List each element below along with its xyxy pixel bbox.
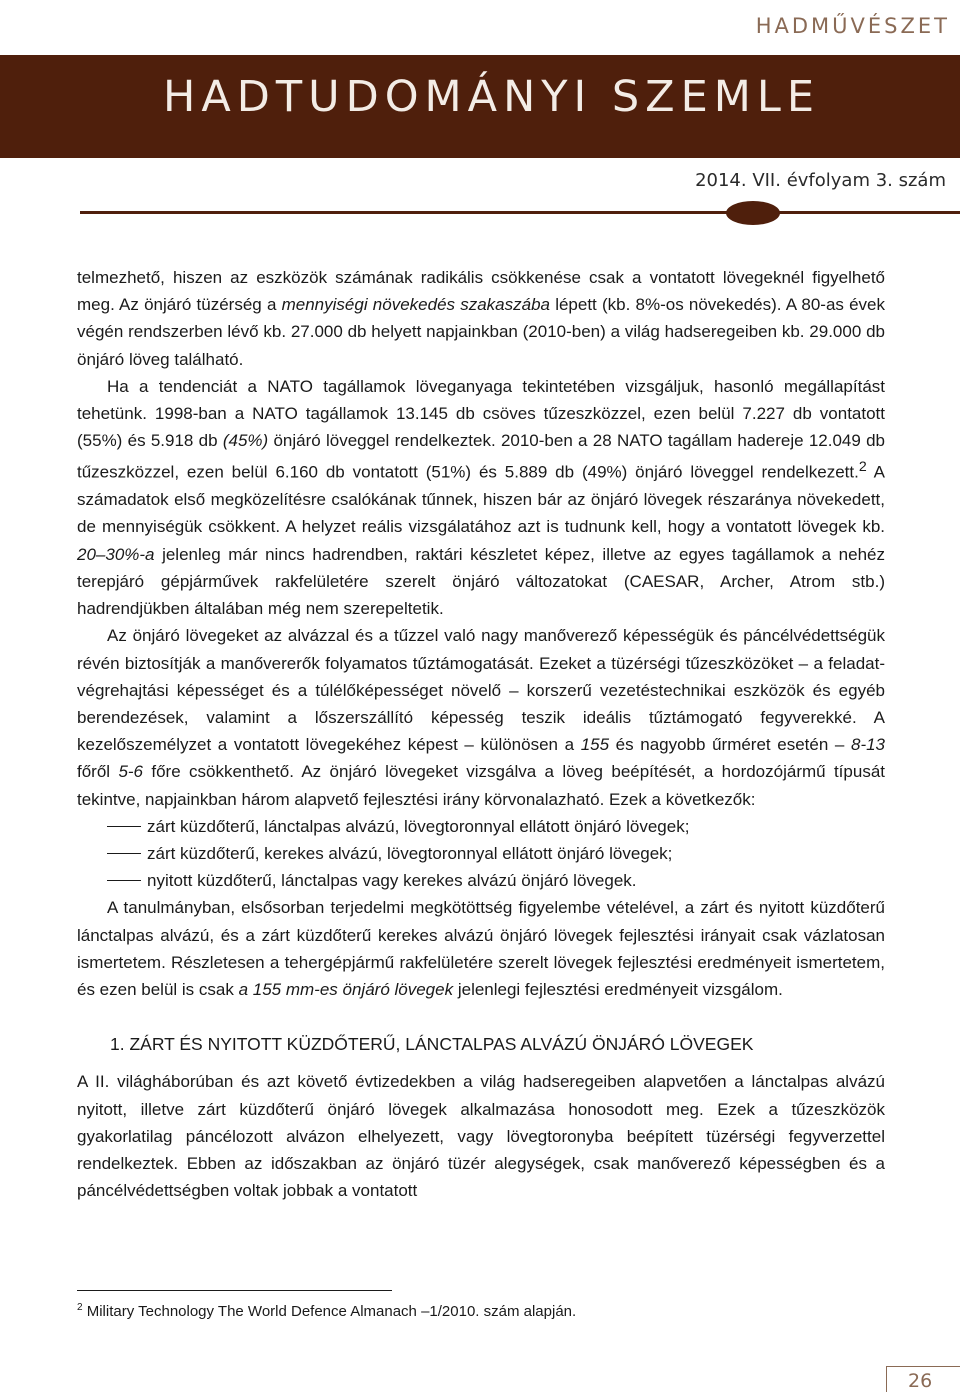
paragraph-4: A tanulmányban, elsősorban terjedelmi megkötöttség figyelembe vételével, a zárt és nyitott küzdőterű lánctalpas alvázú, és a zárt küzdőterű kerekes alvázú önjáró lövegek fejlesztési irányait csak vázlatosan ismertetem. Részletesen a tehergépjármű rakfelületére szerelt lövegek fejlesztési eredményeit ismertetem, és ezen belül is csak a 155 mm-es önjáró lövegek jelenlegi fejlesztési eredményeit vizsgálom.: [77, 898, 885, 999]
journal-banner: [0, 55, 960, 158]
list-item: nyitott küzdőterű, lánctalpas vagy kerekes alvázú önjáró lövegek.: [77, 867, 885, 894]
section-heading: 1. ZÁRT ÉS NYITOTT KÜZDŐTERŰ, LÁNCTALPAS ALVÁZÚ ÖNJÁRÓ LÖVEGEK: [110, 1034, 754, 1055]
article-body: [77, 264, 885, 1204]
paragraph-3: Az önjáró lövegeket az alvázzal és a tűzzel való nagy manőverező képességük és páncélvédettségük révén biztosítják a manővererők folyamatos tűztámogatását. Ezeket a tüzérségi tűzeszközöket – a feladat-végrehajtási képességet és a túlélőképességet növelő – korszerű vezetéstechnikai eszközök és egyéb berendezések, valamint a lőszerszállító képesség teszik ideális tűztámogató fegyverekké. A kezelőszemélyzet a vontatott lövegekéhez képest – különösen a 155 és nagyobb űrméret esetén – 8-13 főről 5-6 főre csökkenthető. Az önjáró lövegeket vizsgálva a löveg beépítését, a hordozójármű típusát tekintve, napjainkban három alapvető fejlesztési irány körvonalazható. Ezek a következők:: [77, 626, 886, 809]
paragraph-5: A II. világháborúban és azt követő évtizedekben a világ hadseregeiben alapvetően a lánctalpas alvázú nyitott, illetve zárt küzdőterű önjáró lövegek alkalmazása honosodott meg. Ezek a tűzeszközök gyakorlatilag páncélozott alvázon elhelyezett, vagy lövegtoronyba beépített tüzérségi fegyverzettel rendelkeztek. Ebben az időszakban az önjáró tüzér alegységek, csak manőverező képességben és a páncélvédettségben voltak jobbak a vontatott: [77, 1072, 885, 1201]
development-directions-list: [77, 813, 885, 895]
section-label: HADMŰVÉSZET: [755, 14, 950, 38]
footnote-mark: 2: [77, 1302, 83, 1313]
paragraph-1: telmezhető, hiszen az eszközök számának radikális csökkenése csak a vontatott lövegeknél figyelhető meg. Az önjáró tüzérség a mennyiségi növekedés szakaszába lépett (kb. 8%-os növekedés). A 80-as évek végén rendszerben lévő kb. 27.000 db helyett napjainkban (2010-ben) a világ hadseregeiben kb. 29.000 db önjáró löveg található.: [77, 268, 886, 369]
footnote: [77, 1302, 576, 1320]
journal-title: HADTUDOMÁNYI SZEMLE: [163, 72, 821, 122]
footnote-divider: [77, 1290, 392, 1291]
header-rule: [80, 211, 960, 214]
page-number: 26: [908, 1370, 933, 1392]
issue-info: 2014. VII. évfolyam 3. szám: [695, 170, 946, 191]
paragraph-2: Ha a tendenciát a NATO tagállamok löveganyaga tekintetében vizsgáljuk, hasonló megállapítást tehetünk. 1998-ban a NATO tagállamok 13.145 db csöves tűzeszközzel, ezen belül 7.227 db vontatott (55%) és 5.918 db (45%) önjáró löveggel rendelkeztek. 2010-ben a 28 NATO tagállam hadereje 12.049 db tűzeszközzel, ezen belül 6.160 db vontatott (51%) és 5.889 db (49%) önjáró löveggel rendelkezett.$^2$ A számadatok első megközelítésre csalókának tűnnek, hiszen bár az önjáró lövegek részaránya növekedett, de mennyiségük csökkent. A helyzet reális vizsgálatához azt is tudnunk kell, hogy a vontatott lövegek kb. 20–30%-a jelenleg már nincs hadrendben, raktári készletet képez, illetve az egyes tagállamok a nehéz terepjáró gépjárművek rakfelületére szerelt önjáró változatokat (CAESAR, Archer, Atrom stb.) hadrendjükben általában még nem szerepeltetik.: [77, 376, 886, 619]
footnote-text: Military Technology The World Defence Almanach –1/2010. szám alapján.: [86, 1303, 577, 1320]
header-rule-ornament: [726, 201, 780, 225]
footnote-reference[interactable]: 2: [858, 459, 867, 476]
list-item: zárt küzdőterű, lánctalpas alvázú, lövegtoronnyal ellátott önjáró lövegek;: [77, 813, 885, 840]
list-item: zárt küzdőterű, kerekes alvázú, lövegtoronnyal ellátott önjáró lövegek;: [77, 840, 885, 867]
